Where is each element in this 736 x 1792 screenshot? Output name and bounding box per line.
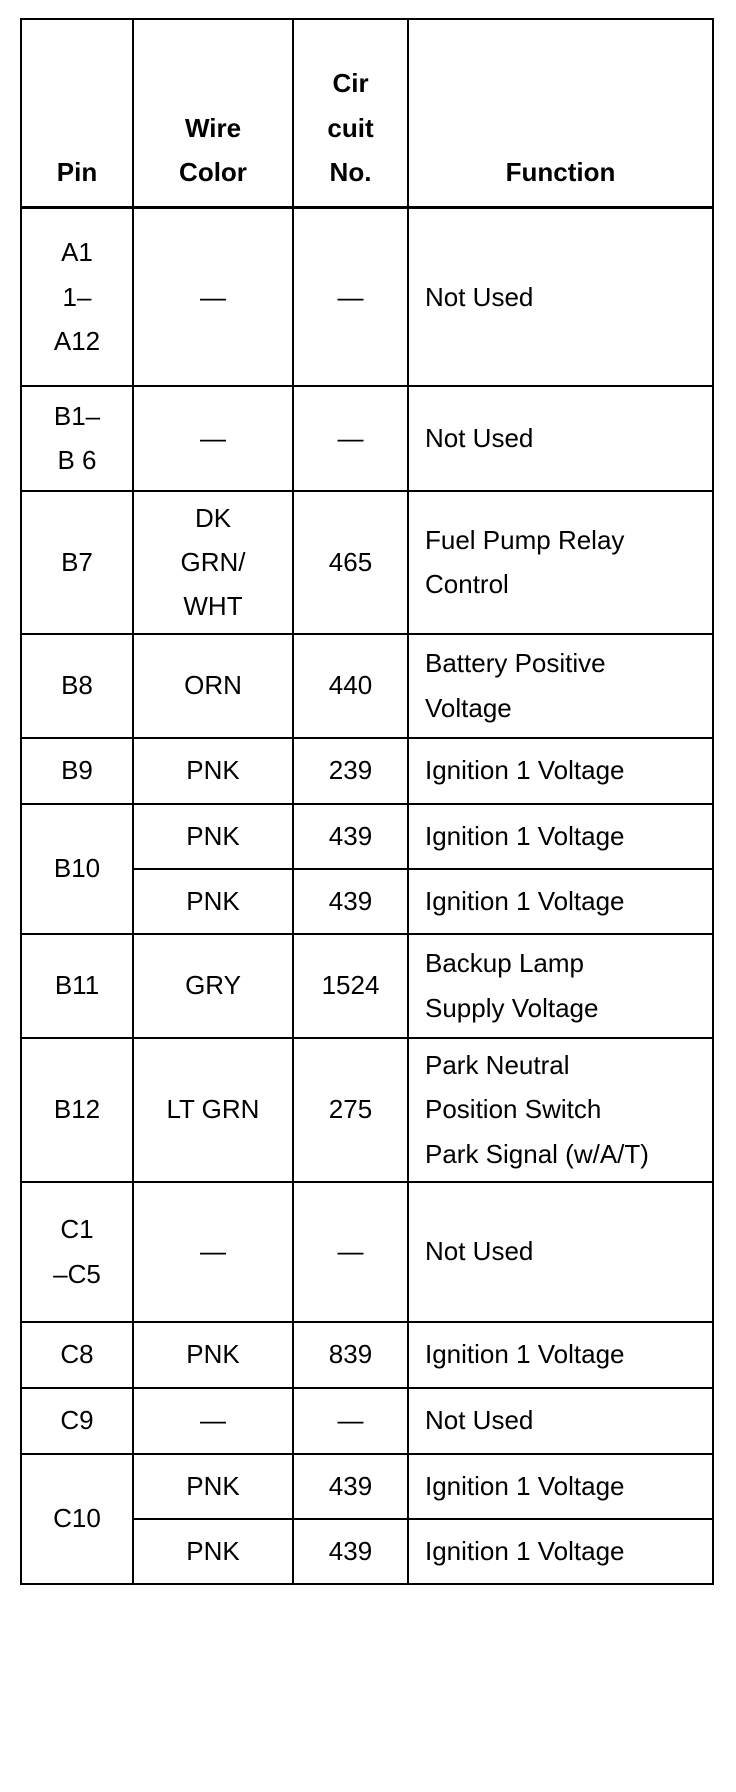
function-cell: Not Used (408, 1388, 713, 1454)
wire-color-cell: PNK (133, 869, 293, 934)
circuit-cell: — (293, 1388, 408, 1454)
function-cell: Ignition 1 Voltage (408, 1322, 713, 1388)
pin-function-table (20, 18, 714, 1585)
table-row (21, 1322, 713, 1388)
function-cell: Not Used (408, 1182, 713, 1322)
wire-color-cell: DK GRN/ WHT (133, 491, 293, 634)
table-row (21, 208, 713, 386)
function-cell: Ignition 1 Voltage (408, 869, 713, 934)
circuit-cell: 439 (293, 869, 408, 934)
function-cell: Ignition 1 Voltage (408, 1519, 713, 1584)
table-row (21, 1388, 713, 1454)
pin-cell: C9 (21, 1388, 133, 1454)
function-cell: Not Used (408, 208, 713, 386)
table-row (21, 738, 713, 804)
pin-cell: B9 (21, 738, 133, 804)
header-row (21, 19, 713, 208)
circuit-cell: 440 (293, 634, 408, 738)
pin-cell: C10 (21, 1454, 133, 1584)
circuit-cell: — (293, 386, 408, 491)
function-cell: Not Used (408, 386, 713, 491)
circuit-cell: 439 (293, 1454, 408, 1519)
wire-color-cell: PNK (133, 738, 293, 804)
wire-color-cell: PNK (133, 1322, 293, 1388)
pin-cell: B1– B 6 (21, 386, 133, 491)
circuit-cell: 839 (293, 1322, 408, 1388)
header-circuit-no: Cir cuit No. (293, 19, 408, 208)
function-cell: Ignition 1 Voltage (408, 804, 713, 869)
header-pin: Pin (21, 19, 133, 208)
function-cell: Battery Positive Voltage (408, 634, 713, 738)
pin-cell: B8 (21, 634, 133, 738)
table-row (21, 634, 713, 738)
circuit-cell: 239 (293, 738, 408, 804)
table-row (21, 1454, 713, 1519)
wire-color-cell: PNK (133, 1519, 293, 1584)
table-row (21, 934, 713, 1038)
table-row (21, 386, 713, 491)
function-cell: Ignition 1 Voltage (408, 1454, 713, 1519)
pin-cell: B10 (21, 804, 133, 934)
circuit-cell: 465 (293, 491, 408, 634)
wire-color-cell: — (133, 208, 293, 386)
pin-cell: B7 (21, 491, 133, 634)
circuit-cell: 275 (293, 1038, 408, 1182)
table-row (21, 491, 713, 634)
pin-cell: A1 1– A12 (21, 208, 133, 386)
function-cell: Park Neutral Position Switch Park Signal (w/A/T) (408, 1038, 713, 1182)
wire-color-cell: — (133, 1182, 293, 1322)
wire-color-cell: PNK (133, 1454, 293, 1519)
wire-color-cell: — (133, 386, 293, 491)
circuit-cell: 439 (293, 1519, 408, 1584)
header-function: Function (408, 19, 713, 208)
circuit-cell: — (293, 208, 408, 386)
pin-cell: B12 (21, 1038, 133, 1182)
table-row (21, 1182, 713, 1322)
function-cell: Ignition 1 Voltage (408, 738, 713, 804)
header-wire-color: Wire Color (133, 19, 293, 208)
wire-color-cell: LT GRN (133, 1038, 293, 1182)
wire-color-cell: ORN (133, 634, 293, 738)
wire-color-cell: PNK (133, 804, 293, 869)
pin-cell: B11 (21, 934, 133, 1038)
pin-cell: C8 (21, 1322, 133, 1388)
pin-cell: C1 –C5 (21, 1182, 133, 1322)
wire-color-cell: — (133, 1388, 293, 1454)
circuit-cell: — (293, 1182, 408, 1322)
function-cell: Fuel Pump Relay Control (408, 491, 713, 634)
circuit-cell: 439 (293, 804, 408, 869)
circuit-cell: 1524 (293, 934, 408, 1038)
wire-color-cell: GRY (133, 934, 293, 1038)
table-row (21, 1038, 713, 1182)
function-cell: Backup Lamp Supply Voltage (408, 934, 713, 1038)
table-row (21, 804, 713, 869)
